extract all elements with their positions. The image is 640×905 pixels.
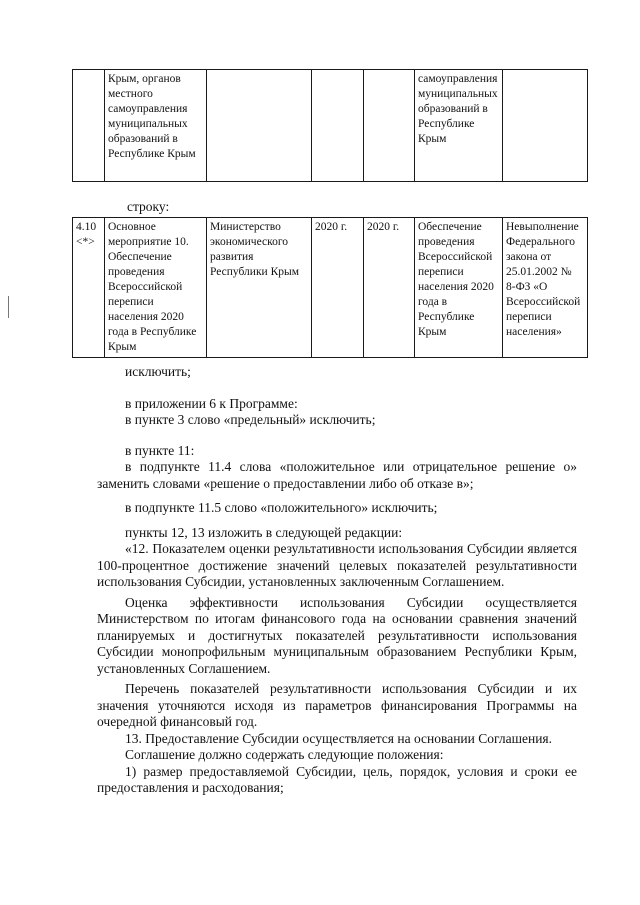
cell-name: Основное мероприятие 10. Обеспечение проведения Всероссийской переписи населения 2020 года в Республике Крым bbox=[105, 218, 207, 358]
paragraph-subpoint-11-5: в подпункте 11.5 слово «положительного» исключить; bbox=[125, 500, 438, 515]
cell-executor: Министерство экономического развития Республики Крым bbox=[207, 218, 312, 358]
paragraph-agreement: Соглашение должно содержать следующие положения: bbox=[125, 747, 444, 762]
previous-table-fragment bbox=[72, 69, 588, 182]
cell-number: 4.10 <*> bbox=[73, 218, 105, 358]
cell-consequence: Невыполнение Федерального закона от 25.01.2002 № 8-ФЗ «О Всероссийской переписи населения» bbox=[503, 218, 588, 358]
cell-result: Обеспечение проведения Всероссийской переписи населения 2020 года в Республике Крым bbox=[415, 218, 503, 358]
paragraph-indicators: Перечень показателей результативности использования Субсидии и их значения уточняются исходя из параметров финансирования Программы на очередной финансовый год. bbox=[97, 681, 577, 729]
cell-result: самоуправления муниципальных образований в Республике Крым bbox=[415, 70, 503, 182]
cell-consequence bbox=[503, 70, 588, 182]
cell-executor bbox=[207, 70, 312, 182]
table-row bbox=[73, 70, 588, 182]
cell-end: 2020 г. bbox=[364, 218, 415, 358]
document-body bbox=[97, 364, 577, 797]
paragraph-efficiency: Оценка эффективности использования Субсидии осуществляется Министерством по итогам финансового года на основании сравнения значений планируемых и достигнутых показателей результативности использования Субсидии монопрофильным муниципальным образованием Республики Крым, установленных Соглашением. bbox=[97, 594, 577, 676]
paragraph-exclude: исключить; bbox=[125, 364, 191, 379]
paragraph-point-12: «12. Показателем оценки результативности использования Субсидии является 100-процентное достижение значений целевых показателей результативности использования Субсидии, установленных заключенным Соглашением. bbox=[97, 541, 577, 589]
paragraph-item-1: 1) размер предоставляемой Субсидии, цель, порядок, условия и сроки ее предоставления и расходования; bbox=[97, 763, 577, 795]
paragraph-appendix-6: в приложении 6 к Программе: bbox=[125, 395, 298, 411]
cell-start: 2020 г. bbox=[312, 218, 364, 358]
cell-number bbox=[73, 70, 105, 182]
cell-end bbox=[364, 70, 415, 182]
deleted-row-table bbox=[72, 217, 588, 358]
row-label: строку: bbox=[127, 199, 170, 214]
paragraph-point-3: в пункте 3 слово «предельный» исключить; bbox=[125, 412, 376, 427]
margin-mark bbox=[8, 296, 9, 318]
cell-start bbox=[312, 70, 364, 182]
paragraph-point-11: в пункте 11: bbox=[125, 442, 195, 458]
paragraph-points-12-13: пункты 12, 13 изложить в следующей редакции: bbox=[125, 524, 403, 540]
paragraph-subpoint-11-4: в подпункте 11.4 слова «положительное или отрицательное решение о» заменить словами «решение о предоставлении либо об отказе в»; bbox=[97, 459, 577, 491]
paragraph-point-13: 13. Предоставление Субсидии осуществляется на основании Соглашения. bbox=[125, 730, 553, 746]
table-row bbox=[73, 218, 588, 358]
cell-name: Крым, органов местного самоуправления муниципальных образований в Республике Крым bbox=[105, 70, 207, 182]
